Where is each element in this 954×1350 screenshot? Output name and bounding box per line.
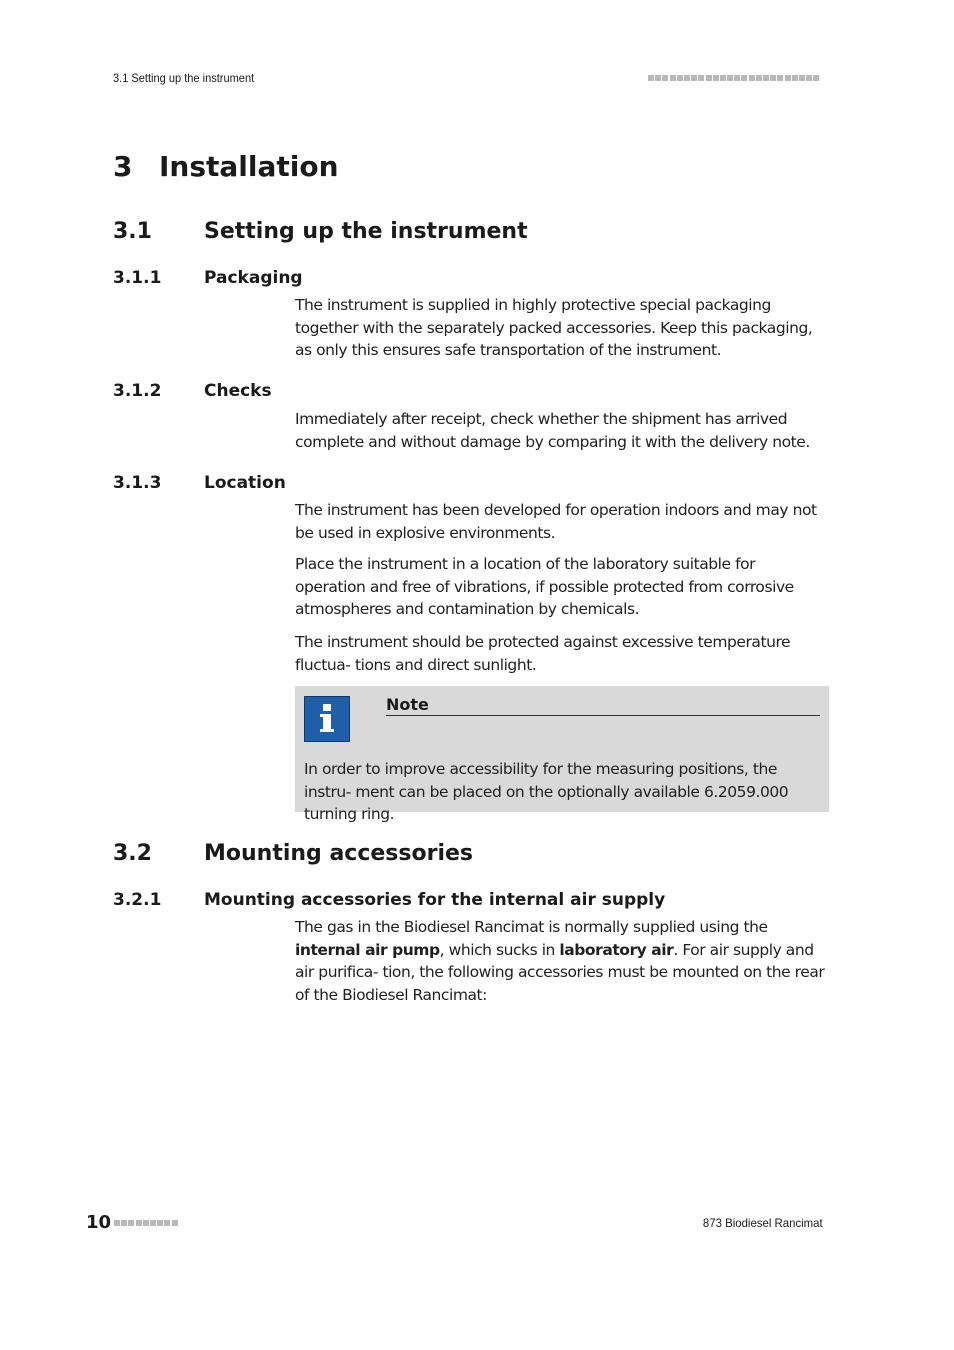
section-title: Setting up the instrument bbox=[204, 219, 528, 244]
chapter-title: Installation bbox=[159, 150, 339, 183]
subsection-title: Mounting accessories for the internal air supply bbox=[204, 890, 666, 910]
subsection-number: 3.1.2 bbox=[113, 381, 162, 401]
section-number: 3.1 bbox=[113, 219, 152, 244]
location-paragraph-2: Place the instrument in a location of the laboratory suitable for operation and free of vibrations, if possible protected from corrosive atmospheres and contamination by chemicals. bbox=[295, 555, 794, 619]
subsection-number: 3.1.3 bbox=[113, 473, 162, 493]
subsection-number: 3.1.1 bbox=[113, 268, 162, 288]
subsection-title: Location bbox=[204, 473, 286, 493]
section-number: 3.2 bbox=[113, 841, 152, 866]
text-run: The gas in the Biodiesel Rancimat is normally supplied using the bbox=[295, 918, 768, 936]
info-icon-glyph bbox=[305, 697, 349, 741]
text-run: . For air supply and air purifica- tion, the following accessories must be mounted on the rear of the Biodiesel Rancimat: bbox=[295, 940, 825, 1004]
packaging-paragraph: The instrument is supplied in highly protective special packaging together with the separately packed accessories. Keep this packaging, as only this ensures safe transportation of the instrument. bbox=[295, 296, 813, 360]
note-box bbox=[295, 686, 829, 824]
note-title: Note bbox=[386, 695, 820, 716]
subsection-title: Checks bbox=[204, 381, 272, 401]
note-text: In order to improve accessibility for the measuring positions, the instru- ment can be placed on the optionally available 6.2059.000 turning ring. bbox=[304, 760, 789, 824]
checks-paragraph: Immediately after receipt, check whether the shipment has arrived complete and without damage by comparing it with the delivery note. bbox=[295, 410, 810, 451]
chapter-heading bbox=[113, 150, 339, 183]
chapter-number: 3 bbox=[113, 150, 133, 183]
footer-decoration bbox=[114, 1220, 178, 1226]
subsection-title: Packaging bbox=[204, 268, 303, 288]
section-title: Mounting accessories bbox=[204, 841, 474, 866]
term-internal-air-pump: internal air pump bbox=[295, 940, 440, 959]
product-name: 873 Biodiesel Rancimat bbox=[702, 1216, 823, 1230]
subsection-number: 3.2.1 bbox=[113, 890, 162, 910]
info-icon bbox=[304, 696, 350, 742]
running-header: 3.1 Setting up the instrument bbox=[113, 71, 255, 85]
term-laboratory-air: laboratory air bbox=[559, 940, 674, 959]
text-run: , which sucks in bbox=[439, 940, 560, 959]
location-paragraph-1: The instrument has been developed for operation indoors and may not be used in explosive environments. bbox=[295, 501, 817, 542]
air-supply-paragraph bbox=[295, 916, 829, 1006]
location-paragraph-3: The instrument should be protected against excessive temperature fluctua- tions and direct sunlight. bbox=[295, 633, 791, 674]
page-number: 10 bbox=[86, 1212, 112, 1233]
header-decoration bbox=[648, 75, 819, 81]
